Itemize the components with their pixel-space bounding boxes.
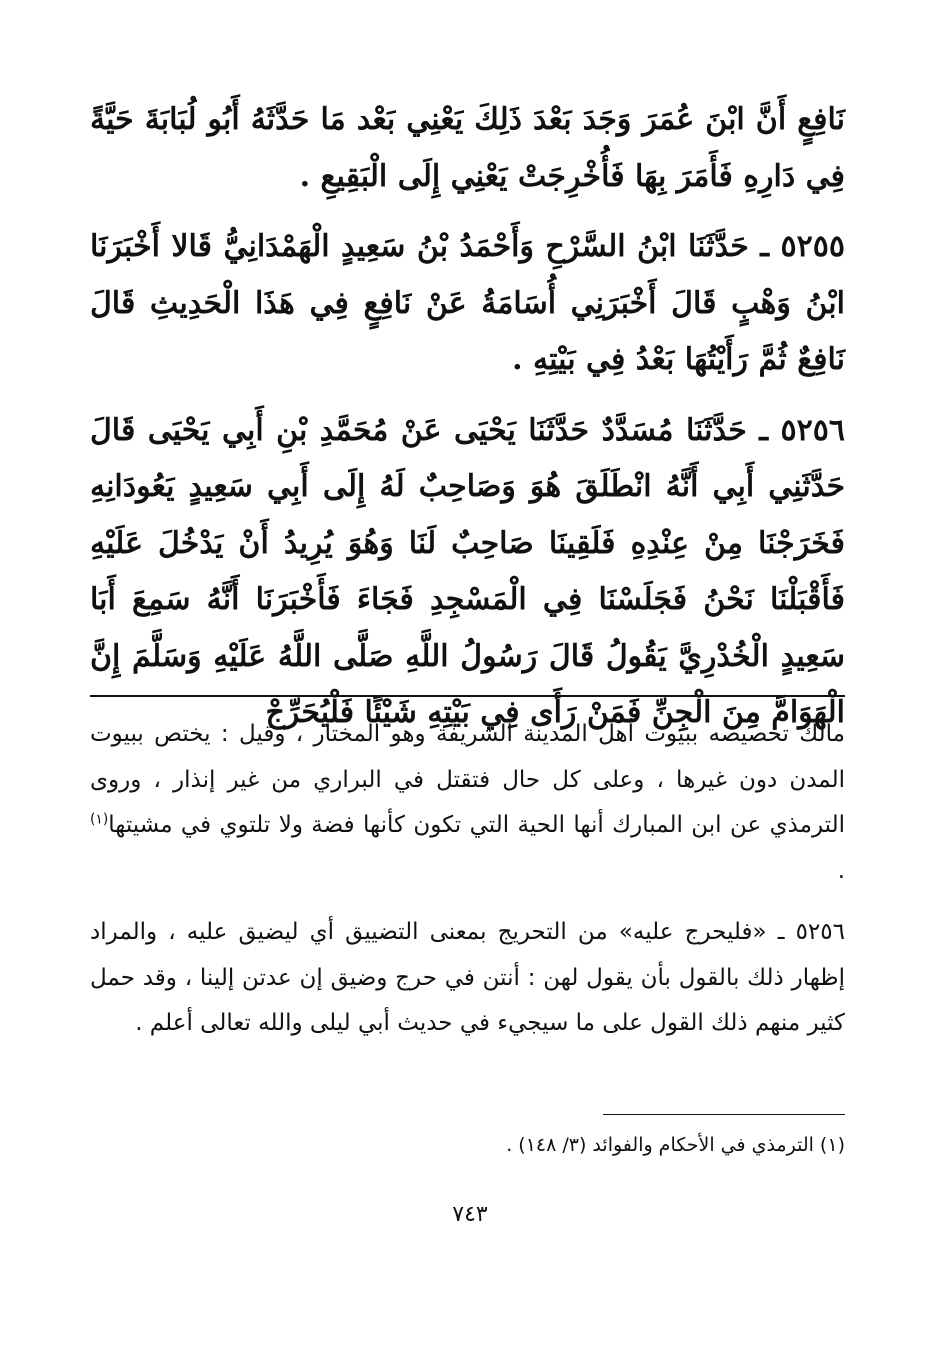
- commentary-paragraph: [90, 712, 845, 894]
- commentary-paragraph-end: .: [837, 857, 845, 884]
- footnote-marker: (١): [90, 811, 109, 828]
- commentary-divider: [90, 695, 845, 697]
- commentary-5256: ٥٢٥٦ ـ «فليحرج عليه» من التحريج بمعنى التضييق أي ليضيق عليه ، والمراد إظهار ذلك بالقول بأن يقول لهن : أنتن في حرج وضيق إن عدتن إلينا ، وقد حمل كثير منهم ذلك القول على ما سيجيء في حديث أبي ليلى والله تعالى أعلم .: [90, 919, 845, 1036]
- page-number: ٧٤٣: [452, 1202, 488, 1227]
- footnote-1: (١) الترمذي في الأحكام والفوائد (٣/ ١٤٨) .: [506, 1134, 845, 1156]
- hadith-5256: ٥٢٥٦ ـ حَدَّثَنَا مُسَدَّدٌ حَدَّثَنَا يَحْيَى عَنْ مُحَمَّدِ بْنِ أَبِي يَحْيَى قَالَ حَدَّثَنِي أَبِي أَنَّهُ انْطَلَقَ هُوَ وَصَاحِبٌ لَهُ إِلَى أَبِي سَعِيدٍ يَعُودَانِهِ فَخَرَجْنَا مِنْ عِنْدِهِ فَلَقِينَا صَاحِبٌ لَنَا وَهُوَ يُرِيدُ أَنْ يَدْخُلَ عَلَيْهِ فَأَقْبَلْنَا نَحْنُ فَجَلَسْنَا فِي الْمَسْجِدِ فَجَاءَ فَأَخْبَرَنَا أَنَّهُ سَمِعَ أَبَا سَعِيدٍ الْخُدْرِيَّ يَقُولُ قَالَ رَسُولُ اللَّهِ صَلَّى اللَّهُ عَلَيْهِ وَسَلَّمَ إِنَّ الْهَوَامَّ مِنَ الْجِنِّ فَمَنْ رَأَى فِي بَيْتِهِ شَيْئًا فَلْيُحَرِّجْ: [90, 412, 845, 730]
- hadith-text: [90, 92, 845, 742]
- hadith-continuation: نَافِعٍ أَنَّ ابْنَ عُمَرَ وَجَدَ بَعْدَ ذَلِكَ يَعْنِي بَعْد مَا حَدَّثَهُ أَبُو لُبَابَةَ حَيَّةً فِي دَارِهِ فَأَمَرَ بِهَا فَأُخْرِجَتْ يَعْنِي إِلَى الْبَقِيعِ .: [90, 102, 845, 194]
- commentary-text: [90, 712, 845, 1047]
- footnotes: [90, 1128, 845, 1162]
- hadith-5255: ٥٢٥٥ ـ حَدَّثَنَا ابْنُ السَّرْحِ وَأَحْمَدُ بْنُ سَعِيدٍ الْهَمْدَانِيُّ قَالا أَخْبَرَنَا ابْنُ وَهْبٍ قَالَ أَخْبَرَنِي أُسَامَةُ عَنْ نَافِعٍ فِي هَذَا الْحَدِيثِ قَالَ نَافِعٌ ثُمَّ رَأَيْتُهَا بَعْدُ فِي بَيْتِهِ .: [90, 229, 845, 377]
- footnote-divider: [603, 1114, 845, 1115]
- commentary-paragraph-text: مالك تخصيصه ببيوت أهل المدينة الشريفة وهو المختار ، وقيل : يختص ببيوت المدن دون غيرها ، وعلى كل حال فتقتل في البراري من غير إنذار ، وروى الترمذي عن ابن المبارك أنها الحية التي تكون كأنها فضة ولا تلتوي في مشيتها: [90, 721, 845, 838]
